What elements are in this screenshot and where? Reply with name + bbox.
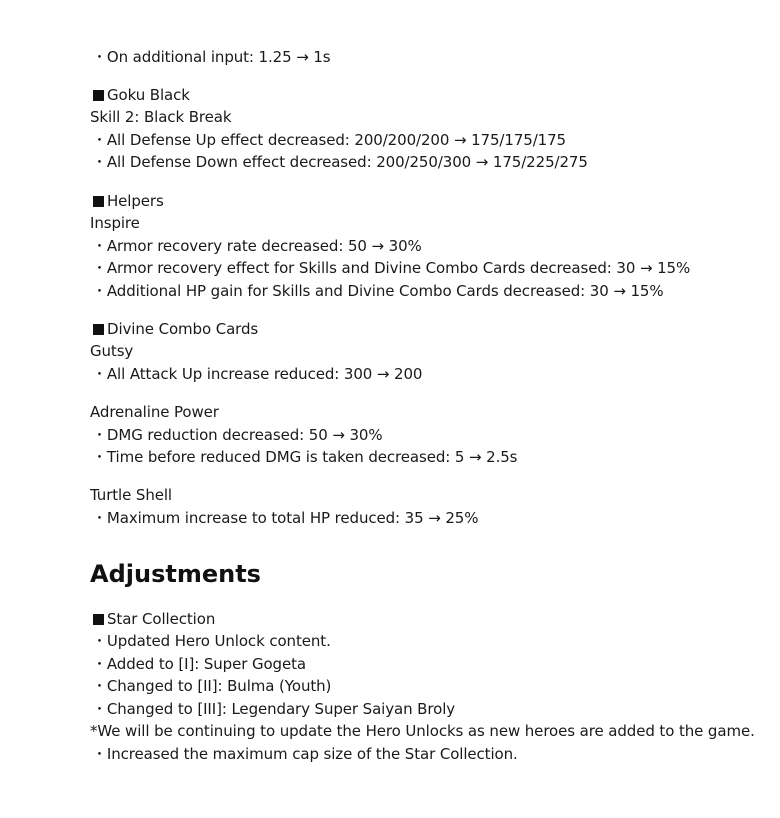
section-helpers bbox=[90, 191, 164, 211]
list-item: ・All Defense Down effect decreased: 200/250/300 → 175/225/275 bbox=[92, 153, 588, 171]
note-text: *We will be continuing to update the Hero Unlocks as new heroes are added to the game. bbox=[90, 722, 755, 740]
list-item: ・Increased the maximum cap size of the Star Collection. bbox=[92, 745, 518, 763]
section-star-collection bbox=[90, 609, 215, 629]
section-title: Goku Black bbox=[107, 86, 190, 104]
list-item: ・Armor recovery rate decreased: 50 → 30% bbox=[92, 237, 422, 255]
list-item: ・Changed to [II]: Bulma (Youth) bbox=[92, 677, 332, 695]
list-item: ・All Defense Up effect decreased: 200/200/200 → 175/175/175 bbox=[92, 131, 566, 149]
intro-bullet: ・On additional input: 1.25 → 1s bbox=[92, 48, 331, 66]
section-goku-black bbox=[90, 85, 190, 105]
list-item: ・All Attack Up increase reduced: 300 → 200 bbox=[92, 365, 423, 383]
list-item: ・Added to [I]: Super Gogeta bbox=[92, 655, 306, 673]
list-item: ・Changed to [III]: Legendary Super Saiyan Broly bbox=[92, 700, 456, 718]
square-bullet-icon bbox=[93, 324, 104, 335]
list-item: ・Time before reduced DMG is taken decreased: 5 → 2.5s bbox=[92, 448, 518, 466]
card-name: Adrenaline Power bbox=[90, 403, 219, 421]
square-bullet-icon bbox=[93, 614, 104, 625]
section-title: Star Collection bbox=[107, 610, 216, 628]
square-bullet-icon bbox=[93, 90, 104, 101]
square-bullet-icon bbox=[93, 196, 104, 207]
card-name: Turtle Shell bbox=[90, 486, 172, 504]
list-item: ・Maximum increase to total HP reduced: 35 → 25% bbox=[92, 509, 479, 527]
list-item: ・Updated Hero Unlock content. bbox=[92, 632, 331, 650]
section-title: Divine Combo Cards bbox=[107, 320, 259, 338]
adjustments-heading: Adjustments bbox=[90, 560, 261, 588]
card-name: Gutsy bbox=[90, 342, 134, 360]
section-title: Helpers bbox=[107, 192, 164, 210]
list-item: ・Armor recovery effect for Skills and Divine Combo Cards decreased: 30 → 15% bbox=[92, 259, 691, 277]
helper-name: Inspire bbox=[90, 214, 140, 232]
skill-name: Skill 2: Black Break bbox=[90, 108, 232, 126]
list-item: ・DMG reduction decreased: 50 → 30% bbox=[92, 426, 383, 444]
section-divine-combo-cards bbox=[90, 319, 258, 339]
list-item: ・Additional HP gain for Skills and Divine Combo Cards decreased: 30 → 15% bbox=[92, 282, 664, 300]
